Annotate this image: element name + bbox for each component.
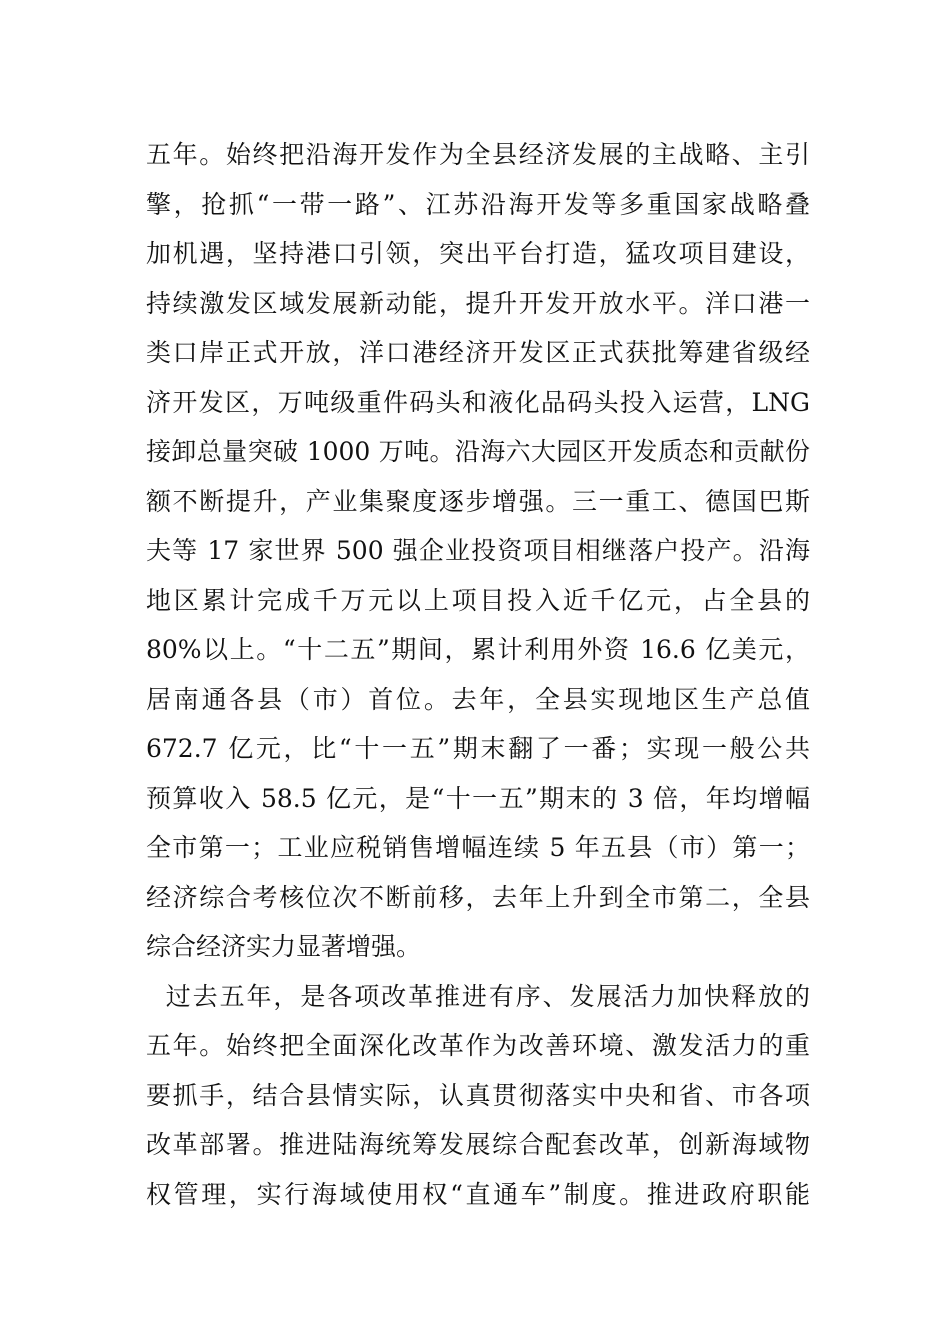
paragraph-1 [146,130,810,972]
text-line: 综合经济实力显著增强。 [146,932,422,961]
text-line: 居南通各县（市）首位。去年，全县实现地区生产总值 [146,684,810,714]
text-line: 持续激发区域发展新动能，提升开发开放水平。洋口港一 [146,288,810,318]
text-line: 全市第一；工业应税销售增幅连续 5 年五县（市）第一； [146,833,810,862]
text-line: 类口岸正式开放，洋口港经济开发区正式获批筹建省级经 [146,338,810,367]
paragraph-2 [146,972,810,1220]
text-line: 加机遇，坚持港口引领，突出平台打造，猛攻项目建设， [146,239,810,268]
text-line: 预算收入 58.5 亿元，是“十一五”期末的 3 倍，年均增幅 [146,783,810,813]
text-line: 672.7 亿元，比“十一五”期末翻了一番；实现一般公共 [146,734,810,763]
text-line: 地区累计完成千万元以上项目投入近千亿元，占全县的 [146,585,810,615]
text-line: 经济综合考核位次不断前移，去年上升到全市第二，全县 [146,882,810,912]
text-line: 权管理，实行海域使用权“直通车”制度。推进政府职能 [146,1179,810,1209]
text-line: 改革部署。推进陆海统筹发展综合配套改革，创新海域物 [146,1130,810,1159]
text-line: 要抓手，结合县情实际，认真贯彻落实中央和省、市各项 [146,1080,810,1110]
text-line: 济开发区，万吨级重件码头和液化品码头投入运营，LNG [146,387,810,417]
text-line: 过去五年，是各项改革推进有序、发展活力加快释放的 [146,981,810,1011]
text-line: 五年。始终把沿海开发作为全县经济发展的主战略、主引 [146,140,810,169]
text-line: 接卸总量突破 1000 万吨。沿海六大园区开发质态和贡献份 [146,437,810,466]
text-line: 擎，抢抓“一带一路”、江苏沿海开发等多重国家战略叠 [146,189,810,219]
text-line: 夫等 17 家世界 500 强企业投资项目相继落户投产。沿海 [146,536,810,565]
text-line: 额不断提升，产业集聚度逐步增强。三一重工、德国巴斯 [146,486,810,516]
body-text [146,130,810,1219]
text-line: 80%以上。“十二五”期间，累计利用外资 16.6 亿美元， [146,635,810,664]
text-line: 五年。始终把全面深化改革作为改善环境、激发活力的重 [146,1031,810,1060]
